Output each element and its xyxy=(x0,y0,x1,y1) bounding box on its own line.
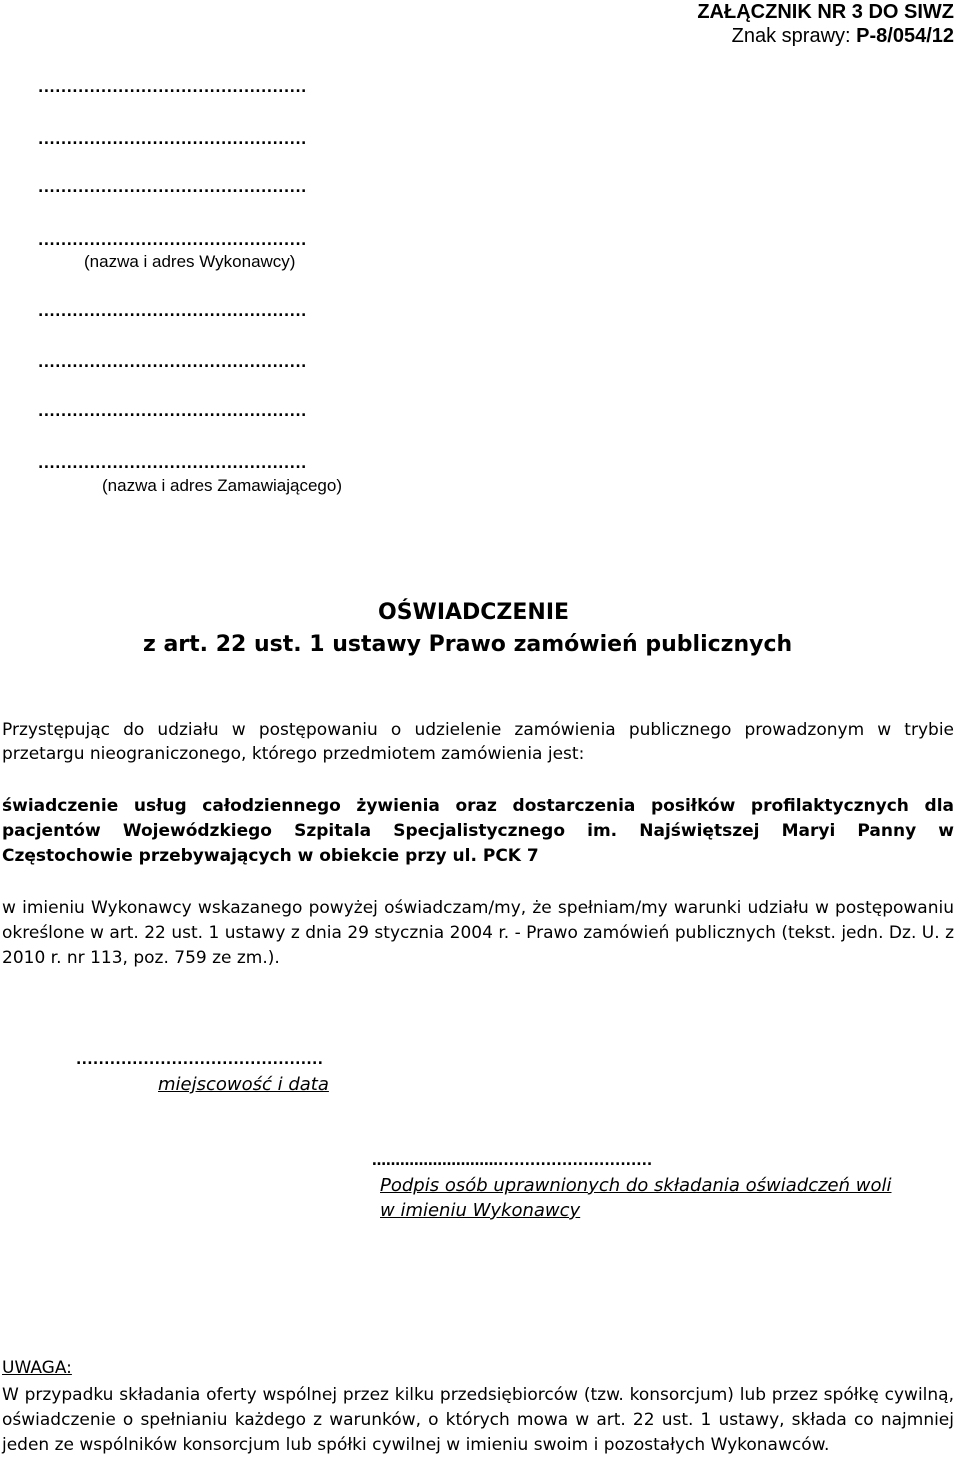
contractor-line-4: ............................................... xyxy=(38,233,307,249)
employer-line-1: ............................................... xyxy=(38,304,307,320)
signature-label-line-1: Podpis osób uprawnionych do składania oświadczeń woli xyxy=(380,1175,892,1196)
employer-caption: (nazwa i adres Zamawiającego) xyxy=(102,476,342,495)
place-date-dots: ............................................ xyxy=(76,1052,324,1068)
document-subtitle: z art. 22 ust. 1 ustawy Prawo zamówień publicznych xyxy=(143,632,793,657)
employer-line-2: ............................................... xyxy=(38,355,307,371)
contractor-line-1: ............................................... xyxy=(38,80,307,96)
employer-line-4: ............................................... xyxy=(38,456,307,472)
case-number-line xyxy=(732,24,954,48)
case-number: P-8/054/12 xyxy=(856,25,954,47)
attachment-title: ZAŁĄCZNIK NR 3 DO SIWZ xyxy=(697,1,954,23)
signature-dots: ………………………............................. xyxy=(372,1153,653,1169)
contractor-caption: (nazwa i adres Wykonawcy) xyxy=(84,252,296,271)
declaration-paragraph: w imieniu Wykonawcy wskazanego powyżej oświadczam/my, że spełniam/my warunki udziału w postępowaniu określone w art. 22 ust. 1 ustawy z dnia 29 stycznia 2004 r. - Prawo zamówień publicznych (tekst. jedn. Dz. U. z 2010 r. nr 113, poz. 759 ze zm.). xyxy=(2,898,954,968)
case-label: Znak sprawy: xyxy=(731,25,857,47)
contract-subject: świadczenie usług całodziennego żywienia oraz dostarczenia posiłków profilaktycznych dla pacjentów Wojewódzkiego Szpitala Specjalistycznego im. Najświętszej Maryi Panny w Częstochowie przebywających w obiekcie przy ul. PCK 7 xyxy=(2,796,954,866)
signature-label-line-2: w imieniu Wykonawcy xyxy=(380,1200,581,1221)
note-text: W przypadku składania oferty wspólnej przez kilku przedsiębiorców (tzw. konsorcjum) lub przez spółkę cywilną, oświadczenie o spełnianiu każdego z warunków, o których mowa w art. 22 ust. 1 ustawy, składa co najmniej jeden ze wspólników konsorcjum lub spółki cywilnej w imieniu swoim i pozostałych Wykonawców. xyxy=(2,1385,954,1455)
employer-line-3: ............................................... xyxy=(38,404,307,420)
intro-paragraph: Przystępując do udziału w postępowaniu o udzielenie zamówienia publicznego prowadzonym w trybie przetargu nieograniczonego, którego przedmiotem zamówienia jest: xyxy=(2,720,954,764)
note-label: UWAGA: xyxy=(2,1358,72,1378)
place-date-label: miejscowość i data xyxy=(158,1074,329,1095)
contractor-line-3: ............................................... xyxy=(38,180,307,196)
contractor-line-2: ............................................... xyxy=(38,132,307,148)
document-title: OŚWIADCZENIE xyxy=(378,600,570,625)
